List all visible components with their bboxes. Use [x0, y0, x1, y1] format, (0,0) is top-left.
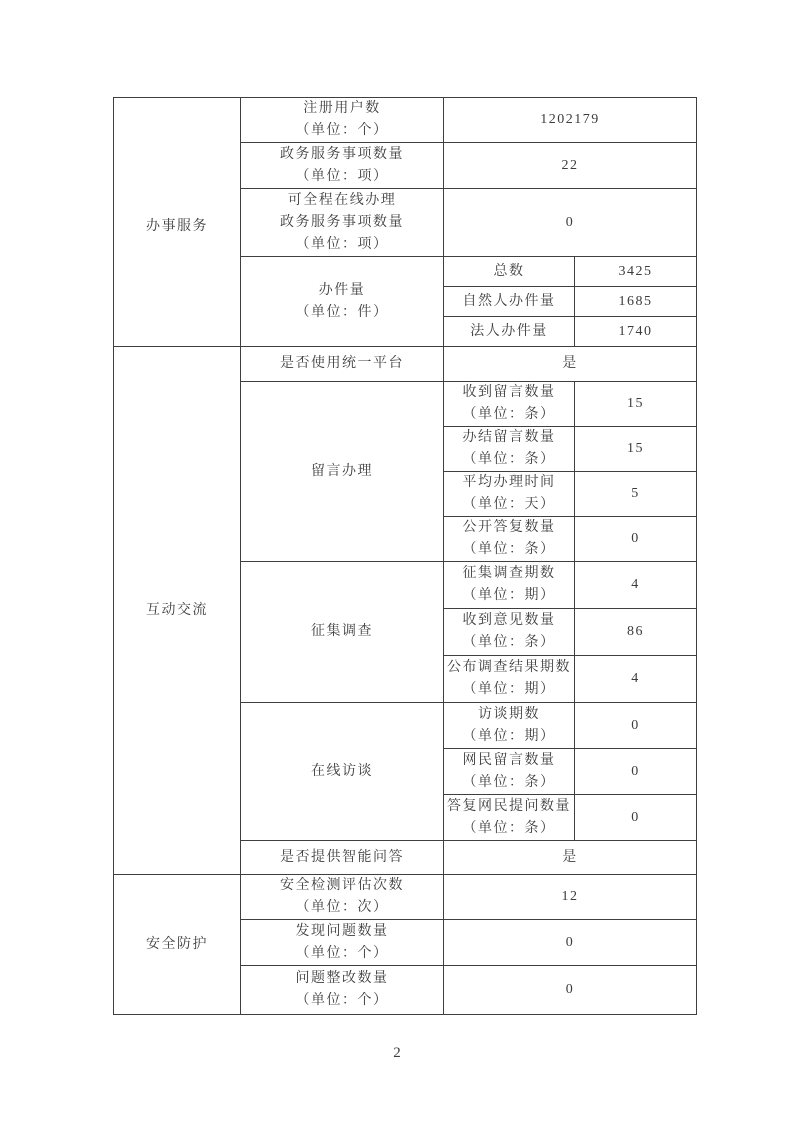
page-number: 2 [393, 1045, 401, 1061]
value-cell: 1740 [575, 317, 697, 347]
value-cell: 0 [444, 189, 697, 257]
subitem-label: 收到留言数量 [462, 385, 556, 400]
value-cell: 15 [575, 427, 697, 472]
subitem-label-cell [444, 656, 575, 703]
report-table [113, 97, 697, 1015]
category-cell-banshi [114, 98, 241, 347]
category-cell-hudong [114, 347, 241, 875]
item-label: 注册用户数 [303, 101, 381, 116]
item-label: 政务服务事项数量 [280, 146, 404, 162]
item-label-cell [241, 920, 444, 966]
subitem-label-cell [444, 562, 575, 609]
subitem-label-cell [444, 517, 575, 562]
value-cell: 0 [575, 795, 697, 841]
category-label: 办事服务 [146, 218, 208, 234]
subitem-label-cell [444, 749, 575, 795]
value-cell: 4 [575, 562, 697, 609]
subitem-label: 网民留言数量 [462, 752, 556, 768]
subitem-label-cell [444, 382, 575, 427]
item-label: 政务服务事项数量 [280, 214, 404, 230]
subitem-unit: （单位：条） [462, 542, 556, 557]
item-label: 安全检测评估次数 [280, 878, 404, 893]
value-cell: 15 [575, 382, 697, 427]
subitem-label-cell: 法人办件量 [444, 317, 575, 347]
subitem-label: 访谈期数 [478, 706, 540, 722]
subitem-unit: （单位：期） [462, 682, 556, 697]
item-label: 发现问题数量 [295, 923, 389, 939]
value-cell: 3425 [575, 257, 697, 287]
value-cell: 0 [575, 703, 697, 749]
item-label: 问题整改数量 [295, 971, 389, 986]
category-label: 互动交流 [146, 602, 208, 618]
item-unit: （单位：项） [295, 236, 389, 252]
subitem-unit: （单位：条） [462, 820, 556, 836]
item-label: 可全程在线办理 [287, 192, 397, 208]
subitem-unit: （单位：条） [462, 774, 556, 790]
item-unit: （单位：项） [295, 168, 389, 184]
category-label: 安全防护 [146, 936, 208, 952]
item-label-cell [241, 98, 444, 143]
subitem-label: 征集调查期数 [462, 566, 556, 581]
subitem-label-cell: 自然人办件量 [444, 287, 575, 317]
value-cell: 1202179 [444, 98, 697, 143]
group-unit: （单位：件） [295, 304, 389, 320]
table-row [114, 875, 697, 920]
item-unit: （单位：个） [295, 123, 389, 138]
subitem-unit: （单位：条） [462, 407, 556, 422]
value-cell: 0 [444, 966, 697, 1015]
value-cell: 86 [575, 609, 697, 656]
value-cell: 1685 [575, 287, 697, 317]
value-cell: 0 [575, 517, 697, 562]
subitem-label: 平均办理时间 [462, 475, 556, 490]
value-cell: 4 [575, 656, 697, 703]
subitem-unit: （单位：条） [462, 452, 556, 467]
value-cell: 是 [444, 347, 697, 382]
group-label-cell [241, 257, 444, 347]
value-cell: 22 [444, 143, 697, 189]
subitem-label: 公布调查结果期数 [447, 660, 571, 675]
item-label-cell: 是否使用统一平台 [241, 347, 444, 382]
subitem-unit: （单位：期） [462, 728, 556, 744]
subitem-label-cell: 总数 [444, 257, 575, 287]
value-cell: 12 [444, 875, 697, 920]
group-label-cell: 征集调查 [241, 562, 444, 703]
subitem-unit: （单位：条） [462, 635, 556, 650]
table-row [114, 98, 697, 143]
group-label: 办件量 [318, 282, 366, 298]
value-cell: 0 [575, 749, 697, 795]
item-label-cell [241, 143, 444, 189]
subitem-label-cell [444, 472, 575, 517]
category-cell-anquan [114, 875, 241, 1015]
item-label-cell [241, 966, 444, 1015]
subitem-unit: （单位：天） [462, 497, 556, 512]
subitem-label-cell [444, 427, 575, 472]
group-label-cell: 留言办理 [241, 382, 444, 562]
subitem-label: 收到意见数量 [462, 613, 556, 628]
item-unit: （单位：次） [295, 900, 389, 915]
item-unit: （单位：个） [295, 993, 389, 1008]
table-row [114, 347, 697, 382]
group-label-cell: 在线访谈 [241, 703, 444, 841]
item-label-cell [241, 875, 444, 920]
item-unit: （单位：个） [295, 945, 389, 961]
subitem-label: 公开答复数量 [462, 520, 556, 535]
subitem-unit: （单位：期） [462, 588, 556, 603]
item-label-cell: 是否提供智能问答 [241, 841, 444, 875]
subitem-label-cell [444, 795, 575, 841]
subitem-label: 办结留言数量 [462, 430, 556, 445]
item-label-cell [241, 189, 444, 257]
value-cell: 0 [444, 920, 697, 966]
value-cell: 5 [575, 472, 697, 517]
subitem-label-cell [444, 703, 575, 749]
value-cell: 是 [444, 841, 697, 875]
subitem-label-cell [444, 609, 575, 656]
subitem-label: 答复网民提问数量 [447, 798, 571, 814]
